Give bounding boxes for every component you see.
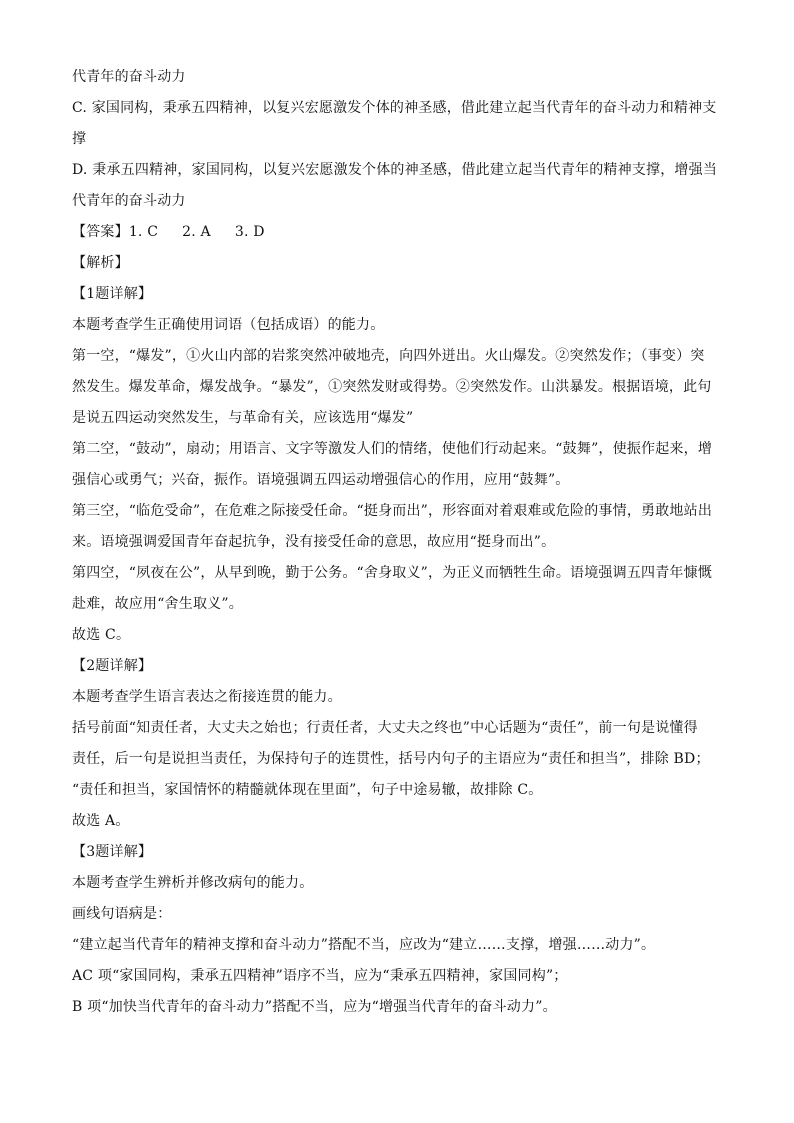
- answer-item-3: 3. D: [234, 224, 265, 240]
- option-b-continuation: 代青年的奋斗动力: [72, 69, 186, 85]
- q1-line: 来。语境强调爱国青年奋起抗争，没有接受任命的意思，故应用“挺身而出”。: [72, 534, 556, 550]
- q1-line: 强信心或勇气；兴奋，振作。语境强调五四运动增强信心的作用，应用“鼓舞”。: [72, 472, 570, 488]
- answer-item-1: 1. C: [128, 224, 159, 240]
- q2-line: 责任，后一句是说担当责任，为保持句子的连贯性，括号内句子的主语应为“责任和担当”，排除 BD；: [72, 751, 710, 767]
- q2-header: 【2题详解】: [72, 658, 153, 674]
- q3-line: “建立起当代青年的精神支撑和奋斗动力”搭配不当，应改为“建立……支撑，增强……动力”。: [72, 937, 656, 953]
- q1-line: 本题考查学生正确使用词语（包括成语）的能力。: [72, 317, 385, 333]
- q3-line: B 项“加快当代青年的奋斗动力”搭配不当，应为“增强当代青年的奋斗动力”。: [72, 999, 557, 1015]
- q1-line: 第二空，“鼓动”，扇动；用语言、文字等激发人们的情绪，使他们行动起来。“鼓舞”，使振作起来，增: [72, 441, 713, 457]
- q2-conclusion: 故选 A。: [72, 813, 130, 829]
- option-c-line-2: 撑: [72, 131, 87, 147]
- option-c-line-1: C. 家国同构，秉承五四精神，以复兴宏愿激发个体的神圣感，借此建立起当代青年的奋斗动力和精神支: [72, 100, 717, 116]
- document-page: [72, 62, 722, 1023]
- option-d-line-2: 代青年的奋斗动力: [72, 193, 186, 209]
- q3-line: 本题考查学生辨析并修改病句的能力。: [72, 875, 314, 891]
- q1-header: 【1题详解】: [72, 286, 153, 302]
- q2-line: “责任和担当，家国情怀的精髓就体现在里面”，句子中途易辙，故排除 C。: [72, 782, 543, 798]
- q1-conclusion: 故选 C。: [72, 627, 131, 643]
- q2-line: 括号前面“知责任者，大丈夫之始也；行责任者，大丈夫之终也”中心话题为“责任”，前一句是说懂得: [72, 720, 698, 736]
- q2-line: 本题考查学生语言表达之衔接连贯的能力。: [72, 689, 342, 705]
- q1-line: 是说五四运动突然发生，与革命有关，应该选用“爆发”: [72, 410, 414, 426]
- q1-line: 第三空，“临危受命”，在危难之际接受任命。“挺身而出”，形容面对着艰难或危险的事情，勇敢地站出: [72, 503, 713, 519]
- q1-line: 第四空，“夙夜在公”，从早到晚，勤于公务。“舍身取义”，为正义而牺牲生命。语境强调五四青年慷慨: [72, 565, 713, 581]
- answer-item-2: 2. A: [182, 224, 211, 240]
- analysis-tag: 【解析】: [72, 255, 129, 271]
- q1-line: 赴难，故应用“舍生取义”。: [72, 596, 243, 612]
- q1-line: 第一空，“爆发”，①火山内部的岩浆突然冲破地壳，向四外迸出。火山爆发。②突然发作；（事变）突: [72, 348, 705, 364]
- q3-header: 【3题详解】: [72, 844, 153, 860]
- q1-line: 然发生。爆发革命，爆发战争。“暴发”，①突然发财或得势。②突然发作。山洪暴发。根据语境，此句: [72, 379, 712, 395]
- option-d-line-1: D. 秉承五四精神，家国同构，以复兴宏愿激发个体的神圣感，借此建立起当代青年的精神支撑，增强当: [72, 162, 718, 178]
- q3-line: AC 项“家国同构，秉承五四精神”语序不当，应为“秉承五四精神，家国同构”；: [72, 968, 568, 984]
- answer-line: [72, 217, 722, 248]
- q3-line: 画线句语病是：: [72, 906, 172, 922]
- answer-tag: 【答案】: [72, 224, 129, 240]
